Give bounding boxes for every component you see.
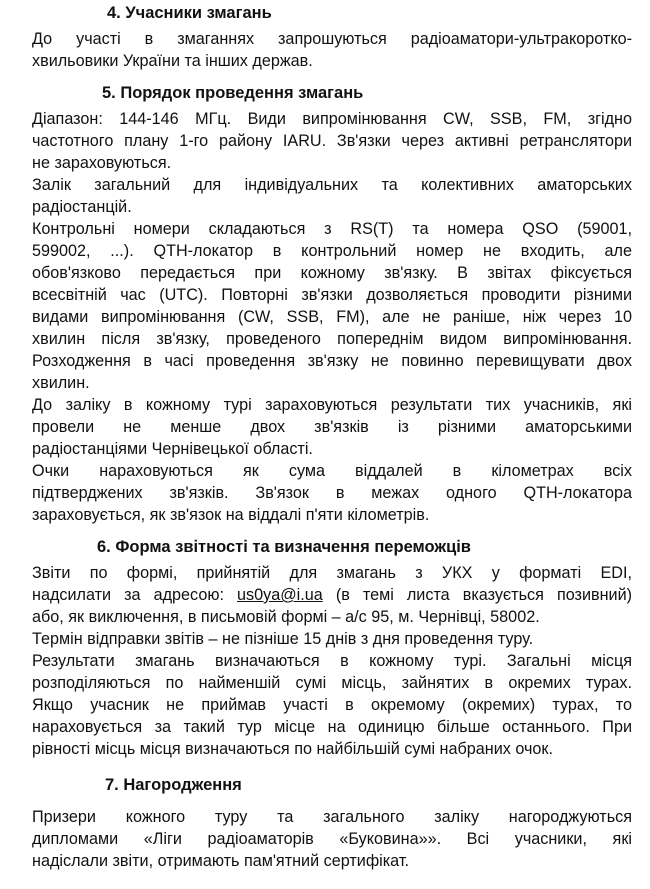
- text-fragment: надсилати за адресою:: [32, 586, 238, 604]
- text-line: Звіти по формі, прийнятій для змагань з УКХ у форматі EDI,: [32, 564, 632, 582]
- text-line: радіостанцій.: [32, 198, 132, 216]
- text-line: зараховується, як зв'язок на віддалі п'яти кілометрів.: [32, 506, 430, 524]
- text-line: 599002, ...). QTH-локатор в контрольний номер не входить, але: [32, 242, 632, 260]
- text-line: До участі в змаганнях запрошуються радіоаматори-ультракоротко-: [32, 30, 632, 48]
- section-6-paragraph-1: [32, 562, 632, 628]
- section-6-heading: 6. Форма звітності та визначення переможців: [97, 538, 471, 556]
- text-line: хвильовики України та інших держав.: [32, 52, 313, 70]
- section-5-paragraph-5: [32, 460, 632, 526]
- text-line: Залік загальний для індивідуальних та колективних аматорських: [32, 176, 632, 194]
- text-line: дипломами «Ліги радіоаматорів «Буковина»». Всі учасники, які: [32, 830, 632, 848]
- text-line: Розходження в часі проведення зв'язку не повинно перевищувати двох: [32, 352, 632, 370]
- text-line: радіостанціями Чернівецької області.: [32, 440, 313, 458]
- section-5-paragraph-4: [32, 394, 632, 460]
- section-5-paragraph-1: [32, 108, 632, 174]
- section-5-paragraph-3: [32, 218, 632, 394]
- section-7-paragraph-1: [32, 806, 632, 872]
- section-6-paragraph-2: [32, 628, 632, 650]
- text-line: рівності місць місця визначаються по найбільшій сумі набраних очок.: [32, 740, 553, 758]
- text-line: Діапазон: 144-146 МГц. Види випромінювання CW, SSB, FM, згідно: [32, 110, 632, 128]
- text-line: провели не менше двох зв'язків із різними аматорськими: [32, 418, 632, 436]
- section-4-heading: 4. Учасники змагань: [107, 4, 272, 22]
- text-line: До заліку в кожному турі зараховуються результати тих учасників, які: [32, 396, 632, 414]
- text-line: хвилин.: [32, 374, 90, 392]
- section-5-heading: 5. Порядок проведення змагань: [102, 84, 364, 102]
- text-line: обов'язково передається при кожному зв'язку. В звітах фіксується: [32, 264, 632, 282]
- text-line: Призери кожного туру та загального заліку нагороджуються: [32, 808, 632, 826]
- text-line: підтверджених зв'язків. Зв'язок в межах одного QTH-локатора: [32, 484, 632, 502]
- text-line: Очки нараховуються як сума віддалей в кілометрах всіх: [32, 462, 632, 480]
- email-link[interactable]: us0ya@i.ua: [237, 586, 323, 604]
- text-line: всесвітній час (UTC). Повторні зв'язки дозволяється проводити різними: [32, 286, 632, 304]
- text-line: Контрольні номери складаються з RS(T) та номера QSO (59001,: [32, 220, 632, 238]
- section-4-paragraph-1: [32, 28, 632, 72]
- text-line: Якщо учасник не приймав участі в окремому (окремих) турах, то: [32, 696, 632, 714]
- section-5-paragraph-2: [32, 174, 632, 218]
- section-6-paragraph-3: [32, 650, 632, 760]
- text-line: або, як виключення, в письмовій формі – а/с 95, м. Чернівці, 58002.: [32, 608, 540, 626]
- text-line: розподіляються по найменшій сумі місць, зайнятих в окремих турах.: [32, 674, 632, 692]
- section-7-heading: 7. Нагородження: [105, 776, 242, 794]
- text-line: Термін відправки звітів – не пізніше 15 днів з дня проведення туру.: [32, 630, 534, 648]
- text-line: видами випромінювання (CW, SSB, FM), але не раніше, ніж через 10: [32, 308, 632, 326]
- text-line: не зараховуються.: [32, 154, 172, 172]
- text-fragment: (в темі листа вказується позивний): [322, 586, 633, 604]
- text-line: нараховується за такий тур місце на одиницю більше останнього. При: [32, 718, 632, 736]
- text-line: хвилин після зв'язку, проведеного попереднім видом випромінювання.: [32, 330, 632, 348]
- text-line: Результати змагань визначаються в кожному турі. Загальні місця: [32, 652, 632, 670]
- text-line: [32, 584, 632, 606]
- text-line: частотного плану 1-го району IARU. Зв'язки через активні ретранслятори: [32, 132, 632, 150]
- text-line: надіслали звіти, отримають пам'ятний сертифікат.: [32, 852, 409, 870]
